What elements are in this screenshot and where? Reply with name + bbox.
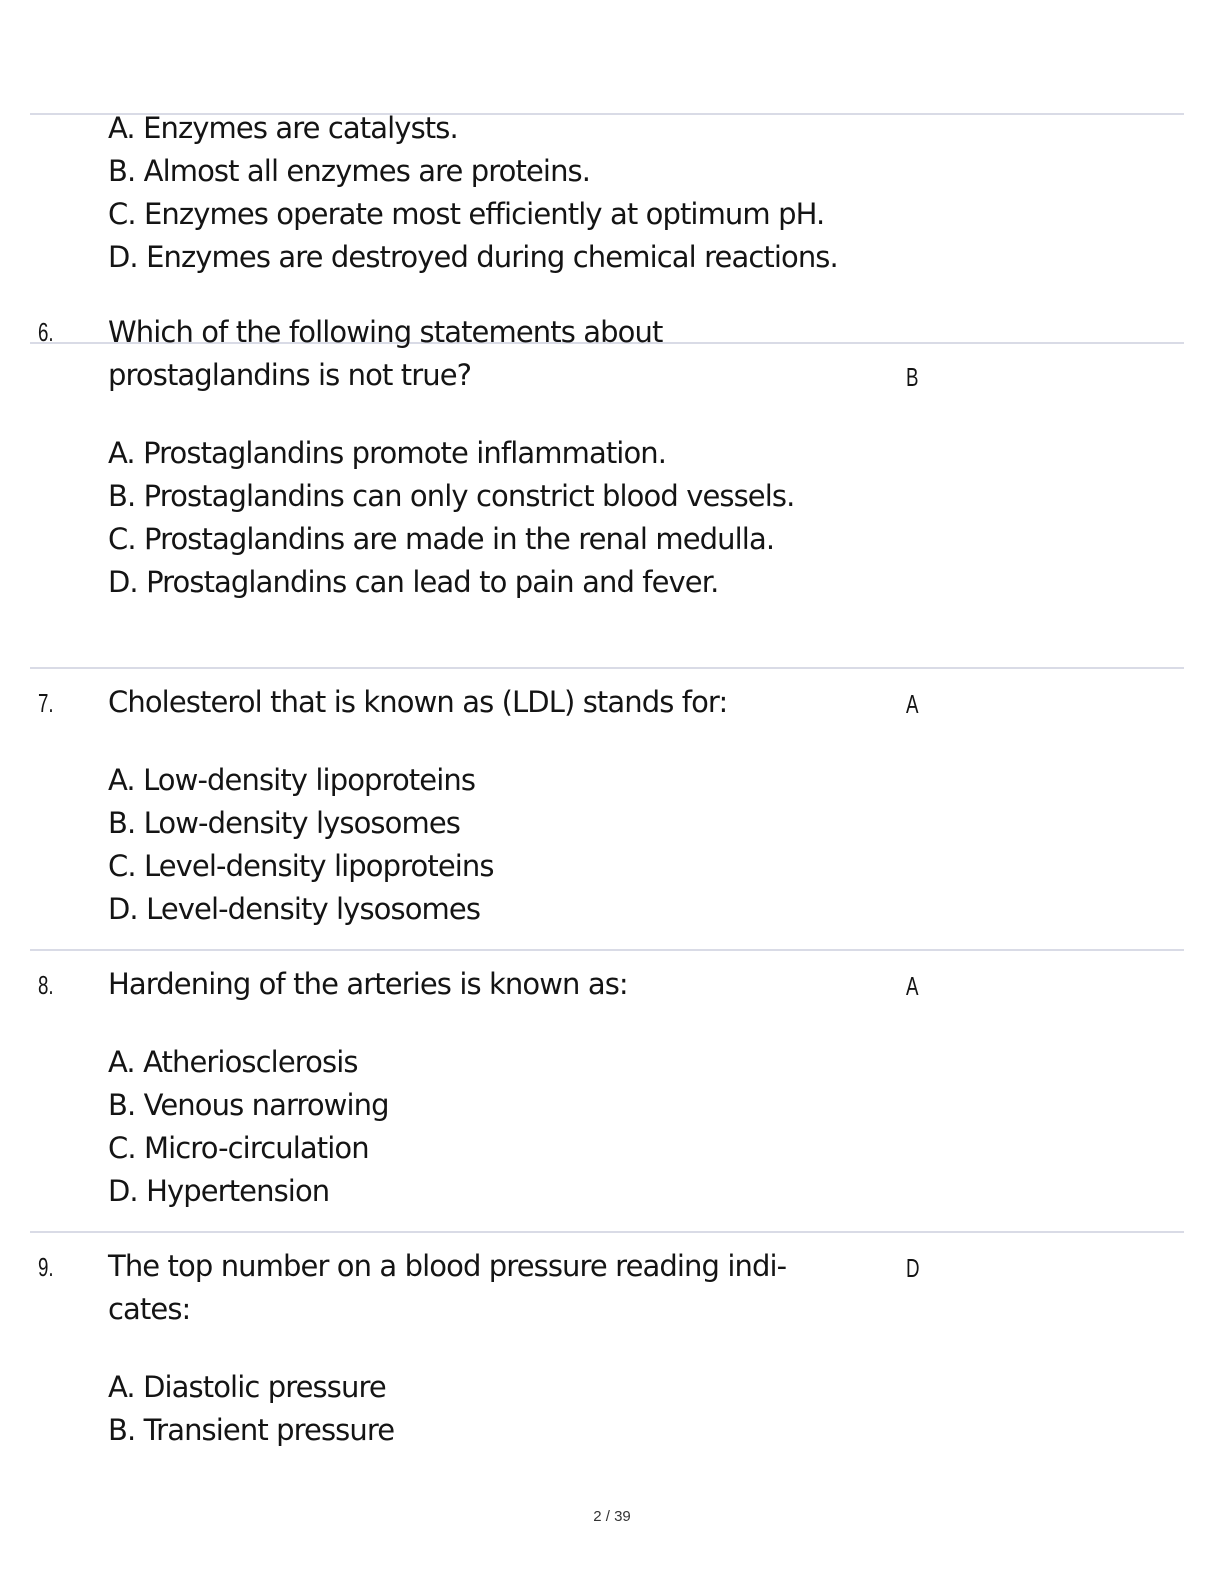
option-line: B. Prostaglandins can only constrict blood vessels. [108, 479, 795, 513]
divider-q7 [30, 667, 1184, 669]
question-text: cates: [108, 1292, 191, 1326]
page-number: 2 / 39 [593, 1508, 631, 1525]
divider-q8 [30, 949, 1184, 951]
option-line: D. Hypertension [108, 1174, 330, 1208]
question-text: The top number on a blood pressure reading indi- [108, 1249, 787, 1283]
option-line: B. Low-density lysosomes [108, 806, 460, 840]
option-line: B. Venous narrowing [108, 1088, 389, 1122]
question-text: Cholesterol that is known as (LDL) stands for: [108, 685, 728, 719]
question-text: prostaglandins is not true? [108, 358, 472, 392]
option-line: A. Enzymes are catalysts. [108, 111, 458, 145]
answer-key: A [906, 971, 919, 1001]
option-line: C. Enzymes operate most efficiently at optimum pH. [108, 197, 825, 231]
option-line: A. Diastolic pressure [108, 1370, 386, 1404]
option-line: D. Enzymes are destroyed during chemical reactions. [108, 240, 838, 274]
question-text: Which of the following statements about [108, 315, 663, 349]
option-line: A. Atheriosclerosis [108, 1045, 358, 1079]
option-line: D. Level-density lysosomes [108, 892, 481, 926]
divider-q9 [30, 1231, 1184, 1233]
question-number: 8. [38, 970, 54, 1000]
option-line: C. Micro-circulation [108, 1131, 369, 1165]
option-line: B. Almost all enzymes are proteins. [108, 154, 591, 188]
answer-key: A [906, 689, 919, 719]
option-line: B. Transient pressure [108, 1413, 395, 1447]
answer-key: B [906, 362, 919, 392]
question-number: 7. [38, 688, 54, 718]
question-text: Hardening of the arteries is known as: [108, 967, 628, 1001]
option-line: A. Prostaglandins promote inflammation. [108, 436, 667, 470]
question-number: 9. [38, 1252, 54, 1282]
option-line: C. Prostaglandins are made in the renal medulla. [108, 522, 775, 556]
question-number: 6. [38, 317, 54, 347]
answer-key: D [906, 1253, 920, 1283]
option-line: A. Low-density lipoproteins [108, 763, 476, 797]
option-line: C. Level-density lipoproteins [108, 849, 494, 883]
option-line: D. Prostaglandins can lead to pain and fever. [108, 565, 719, 599]
